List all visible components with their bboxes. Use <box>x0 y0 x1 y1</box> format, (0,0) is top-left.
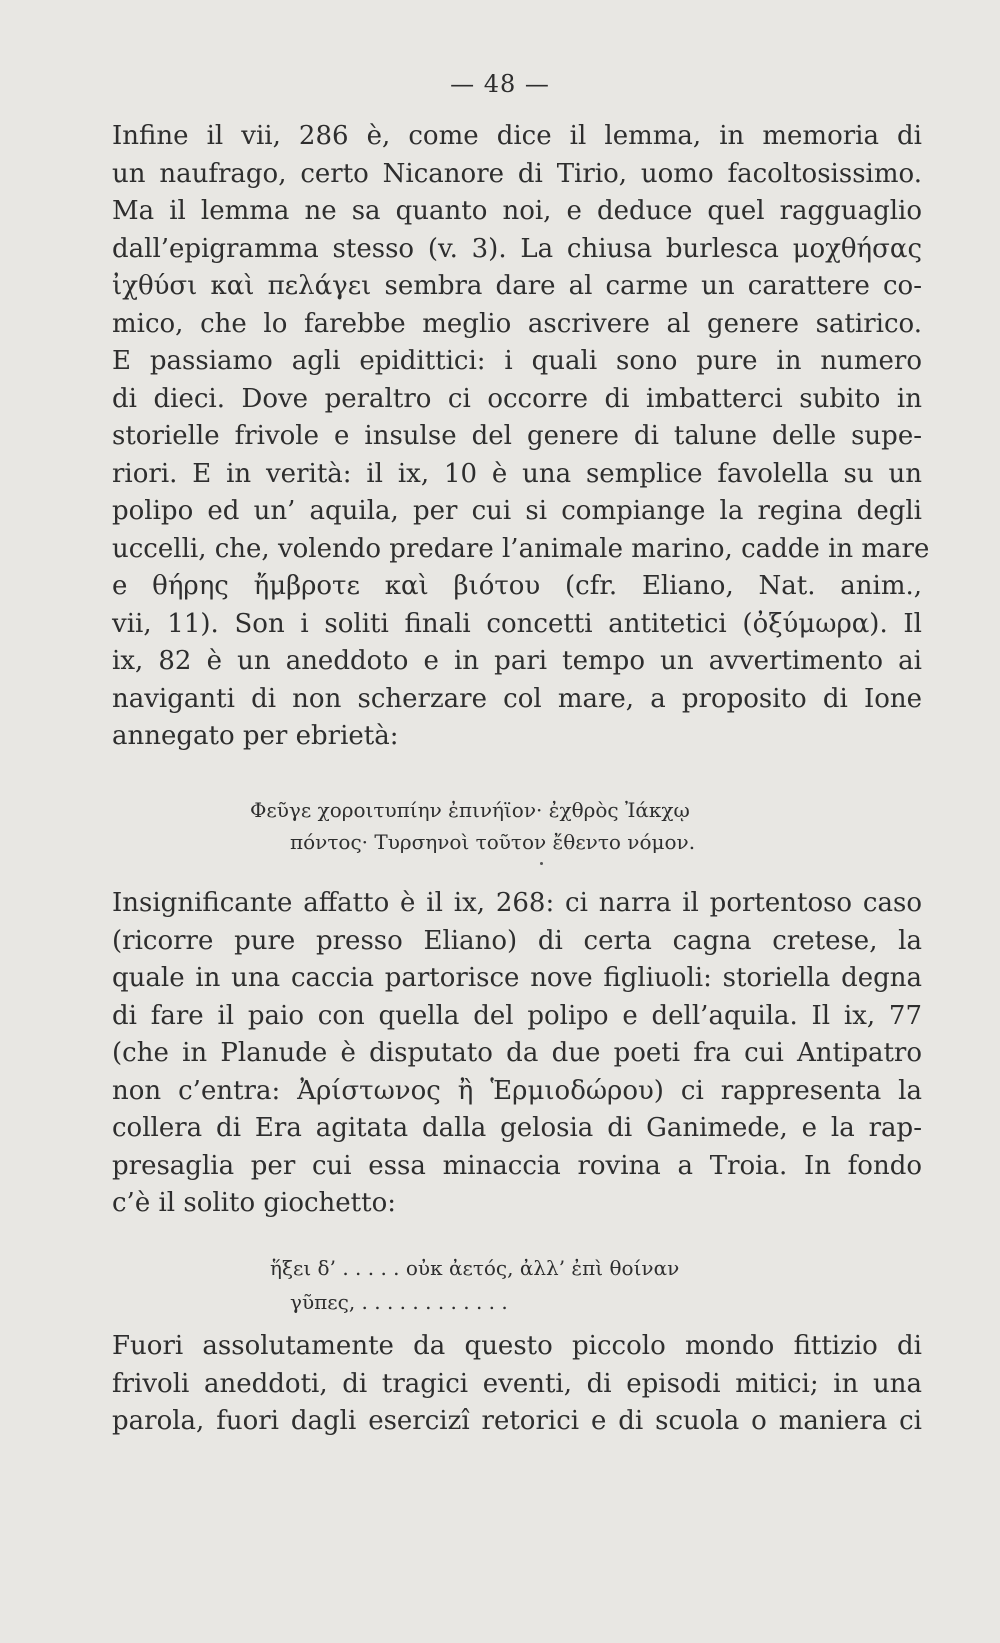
text-line: uccelli, che, volendo predare l’animale marino, cadde in mare <box>112 533 930 564</box>
text-line: polipo ed un’ aquila, per cui si compiange la regina degli <box>112 496 922 526</box>
text-line: naviganti di non scherzare col mare, a proposito di Ione <box>112 683 922 714</box>
greek-verse-line: ἥξει δ’ . . . . . οὐκ ἀετός, ἀλλ’ ἐπὶ θοίναν <box>270 1256 680 1280</box>
text-line: Ma il lemma ne sa quanto noi, e deduce quel ragguaglio <box>112 196 922 226</box>
paragraph-3 <box>112 1328 922 1441</box>
text-line: collera di Era agitata dalla gelosia di Ganimede, e la rap- <box>112 1113 922 1143</box>
text-line: dall’epigramma stesso (v. 3). La chiusa burlesca μοχθήσας <box>112 233 922 264</box>
text-line: di dieci. Dove peraltro ci occorre di imbatterci subito in <box>112 383 922 414</box>
text-line: storielle frivole e insulse del genere di talune delle supe- <box>112 421 922 451</box>
text-line: frivoli aneddoti, di tragici eventi, di episodi mitici; in una <box>112 1368 922 1399</box>
text-line: non c’entra: Ἀρίστωνος ἢ Ἑρμιοδώρου) ci rappresenta la <box>112 1075 922 1106</box>
text-line: ix, 82 è un aneddoto e in pari tempo un avvertimento ai <box>112 646 922 676</box>
text-line: di fare il paio con quella del polipo e dell’aquila. Il ix, 77 <box>112 1000 922 1031</box>
text-line: parola, fuori dagli esercizî retorici e di scuola o maniera ci <box>112 1406 922 1436</box>
text-line: Infine il vii, 286 è, come dice il lemma, in memoria di <box>112 121 922 151</box>
text-line: quale in una caccia partorisce nove figliuoli: storiella degna <box>112 963 922 993</box>
text-line: e θήρης ἤμβροτε καὶ βιότου (cfr. Eliano, Nat. anim., <box>112 571 922 601</box>
text-line: (che in Planude è disputato da due poeti fra cui Antipatro <box>112 1038 922 1068</box>
page-number: — 48 — <box>450 70 550 98</box>
text-line: mico, che lo farebbe meglio ascrivere al genere satirico. <box>112 308 922 339</box>
text-line: presaglia per cui essa minaccia rovina a Troia. In fondo <box>112 1150 922 1181</box>
paragraph-1 <box>112 118 930 756</box>
ink-speck <box>540 862 543 865</box>
text-line: E passiamo agli epidittici: i quali sono pure in numero <box>112 346 922 376</box>
text-line: (ricorre pure presso Eliano) di certa cagna cretese, la <box>112 925 922 956</box>
greek-verse-line: πόντος· Τυρσηνοὶ τοῦτον ἔθεντο νόμον. <box>290 830 696 854</box>
text-line: annegato per ebrietà: <box>112 721 399 751</box>
greek-verse-line: Φεῦγε χοροιτυπίην ἐπινήϊον· ἐχθρὸς Ἰάκχῳ <box>250 798 690 822</box>
text-line: riori. E in verità: il ix, 10 è una semplice favolella su un <box>112 458 922 489</box>
text-line: ἰχθύσι καὶ πελάγει sembra dare al carme un carattere co- <box>112 271 922 301</box>
greek-verse-line: γῦπες, . . . . . . . . . . . . <box>290 1290 508 1314</box>
text-line: Fuori assolutamente da questo piccolo mondo fittizio di <box>112 1331 922 1361</box>
text-line: c’è il solito giochetto: <box>112 1188 396 1218</box>
text-line: Insignificante affatto è il ix, 268: ci narra il portentoso caso <box>112 888 922 918</box>
text-line: un naufrago, certo Nicanore di Tirio, uomo facoltosissimo. <box>112 158 922 189</box>
paragraph-2 <box>112 885 922 1223</box>
text-line: vii, 11). Son i soliti finali concetti antitetici (ὀξύμωρα). Il <box>112 608 922 639</box>
